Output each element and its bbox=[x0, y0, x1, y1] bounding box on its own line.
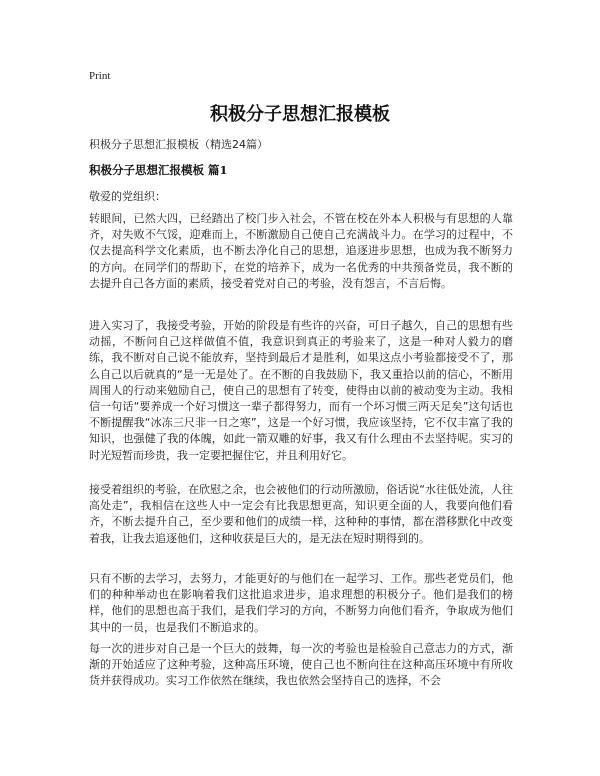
page-title: 积极分子思想汇报模板 bbox=[210, 104, 390, 125]
body-paragraph-1: 转眼间，已然大四，已经踏出了校门步入社会，不管在校在外本人积极与有思想的人靠齐，对失败不气馁，迎难而上，不断激励自己使自己充满战斗力。在学习的过程中，不仅去提高科学文化素质，也不断去净化自己的思想，追逐进步思想，也成为我不断努力的方向。在同学们的帮助下，在党的培养下，成为一名优秀的中共预备党员，我不断的去提升自己各方面的素质，接受着党对自己的考验，没有怨言，不言后悔。 bbox=[89, 212, 513, 290]
section-heading: 积极分子思想汇报模板 篇1 bbox=[89, 163, 228, 177]
document-subtitle: 积极分子思想汇报模板（精选24篇） bbox=[89, 138, 268, 151]
body-paragraph-5: 每一次的进步对自己是一个巨大的鼓舞，每一次的考验也是检验自己意志力的方式，渐渐的开始适应了这种考验，这种高压环境，使自己也不断向往在这种高压环境中有所收货并获得成功。实习工作依然在继续，我也依然会坚持自己的选择，不会 bbox=[89, 642, 513, 688]
body-paragraph-2: 进入实习了，我接受考验，开始的阶段是有些许的兴奋，可日子越久，自己的思想有些动摇，不断问自己这样做值不值，我意识到真正的考验来了，这是一种对人毅力的磨练，我不断对自己说不能放弃，坚持到最后才是胜利，如果这点小考验都接受不了，那么自己以后就真的“是一无是处了。在不断的自我鼓励下，我又重拾以前的信心，不断用周围人的行动来勉励自己，使自己的思想有了转变，使得由以前的被动变为主动。我相信一句话“要养成一个好习惯这一辈子都得努力，而有一个坏习惯三两天足矣”这句话也不断提醒我“冰冻三尺非一日之寒”，这是一个好习惯，我应该坚持，它不仅丰富了我的知识，也强健了我的体魄，如此一箭双雕的好事，我又有什么理由不去坚持呢。实习的时光短暂而珍贵，我一定要把握住它，并且利用好它。 bbox=[89, 319, 513, 462]
body-paragraph-3: 接受着组织的考验，在欣慰之余，也会被他们的行动所激励，俗话说“水往低处流，人往高处走”，我相信在这些人中一定会有比我思想更高，知识更全面的人，我要向他们看齐，不断去提升自己，至少要和他们的成绩一样，这种种的事情，都在潜移默化中改变着我，让我去追逐他们，这种收获是巨大的，是无法在短时期得到的。 bbox=[89, 483, 513, 545]
body-paragraph-4: 只有不断的去学习，去努力，才能更好的与他们在一起学习、工作。那些老党员们，他们的种种举动也在影响着我们这批追求进步，追求理想的积极分子。他们是我们的榜样，他们的思想也高于我们，是我们学习的方向，不断努力向他们看齐，争取成为他们其中的一员，也是我们不断追求的。 bbox=[89, 572, 513, 634]
salutation: 敬爱的党组织： bbox=[89, 190, 166, 203]
print-link[interactable]: Print bbox=[89, 70, 111, 82]
